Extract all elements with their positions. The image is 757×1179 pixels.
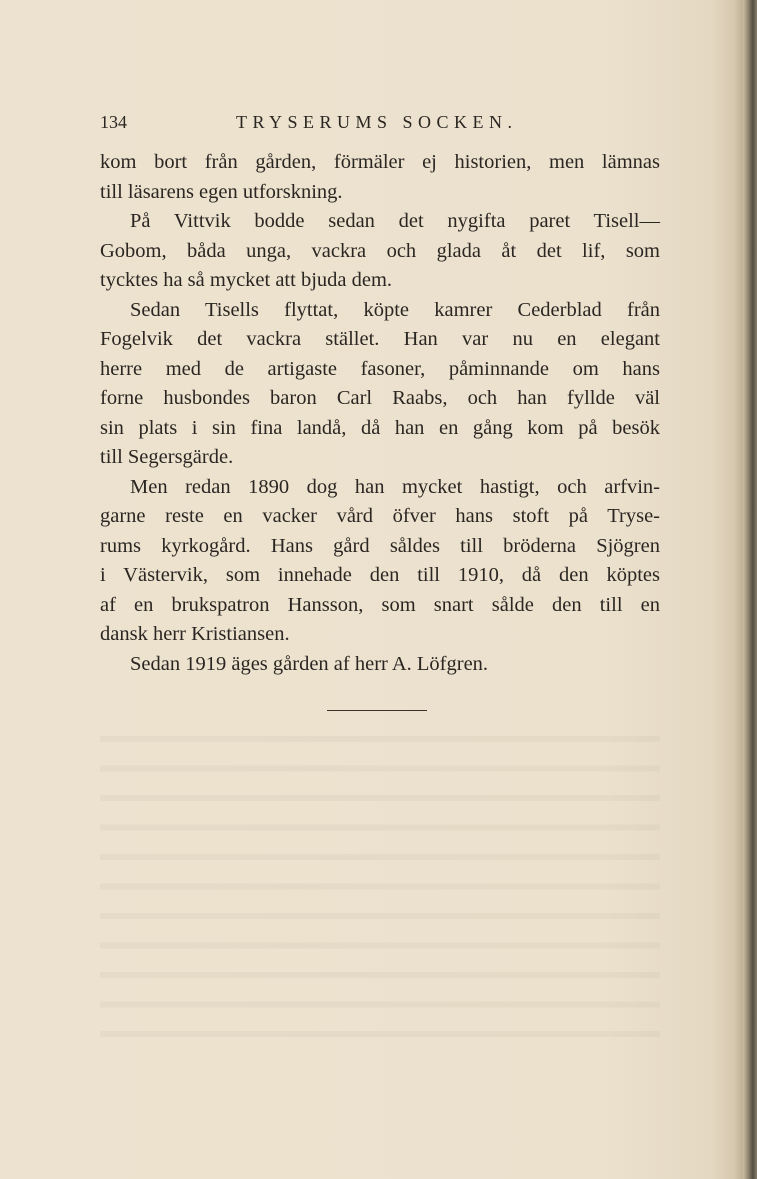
text-line: garne reste en vacker vård öfver hans stoft på Tryse-	[100, 505, 660, 527]
text-line: Sedan 1919 äges gården af herr A. Löfgren.	[130, 652, 489, 675]
text-line: forne husbondes baron Carl Raabs, och han fyllde väl	[100, 387, 660, 409]
body-text	[100, 148, 660, 679]
text-line: i Västervik, som innehade den till 1910, då den köptes	[100, 564, 660, 586]
text-line: rums kyrkogård. Hans gård såldes till bröderna Sjögren	[100, 534, 660, 557]
text-line: kom bort från gården, förmäler ej historien, men lämnas	[100, 151, 660, 173]
text-line: dansk herr Kristiansen.	[100, 623, 290, 645]
page-binding-edge	[743, 0, 757, 1179]
text-line: Men redan 1890 dog han mycket hastigt, och arfvin-	[130, 475, 660, 498]
text-line: sin plats i sin fina landå, då han en gång kom på besök	[100, 416, 660, 439]
text-line: tycktes ha så mycket att bjuda dem.	[100, 269, 393, 291]
text-line: till Segersgärde.	[100, 446, 234, 468]
text-line: Sedan Tisells flyttat, köpte kamrer Cederblad från	[130, 298, 660, 321]
page-header	[100, 112, 660, 140]
text-line: På Vittvik bodde sedan det nygifta paret Tisell—	[130, 210, 660, 232]
show-through-text	[100, 720, 660, 1040]
text-line: Gobom, båda unga, vackra och glada åt det lif, som	[100, 239, 660, 262]
running-head: TRYSERUMS SOCKEN.	[236, 112, 518, 132]
text-line: herre med de artigaste fasoner, påminnande om hans	[100, 357, 660, 380]
text-line: af en brukspatron Hansson, som snart sålde den till en	[100, 593, 660, 616]
end-rule	[327, 710, 427, 711]
text-line: Fogelvik det vackra stället. Han var nu en elegant	[100, 328, 660, 350]
text-line: till läsarens egen utforskning.	[100, 180, 343, 203]
page-number: 134	[100, 112, 127, 132]
